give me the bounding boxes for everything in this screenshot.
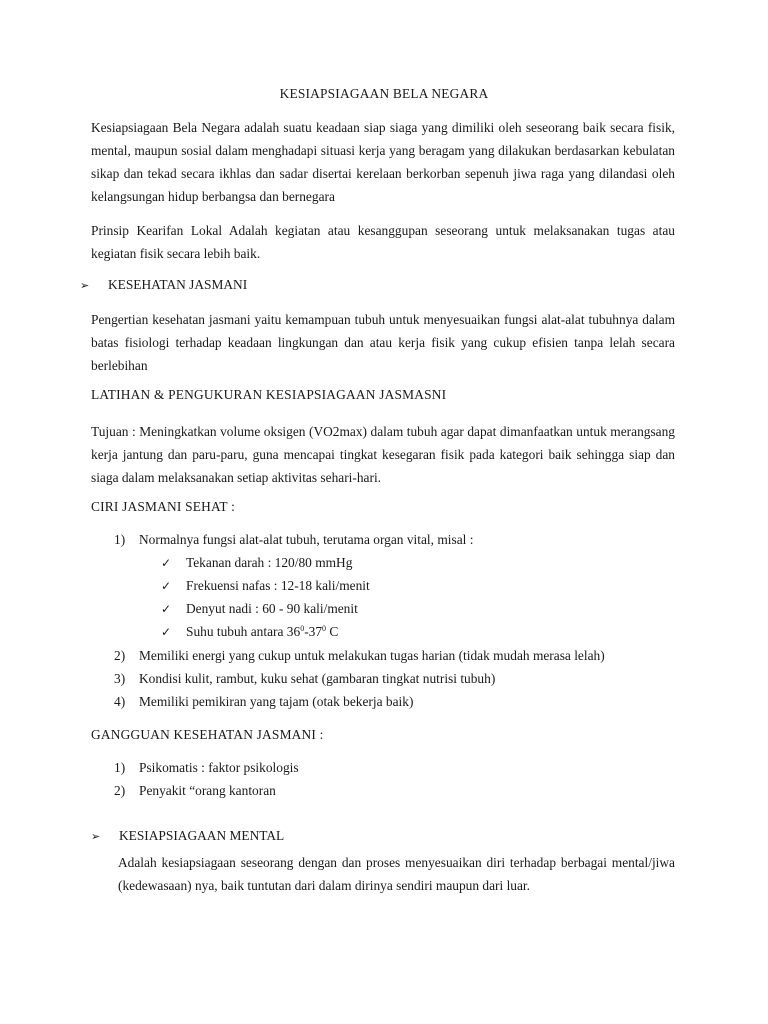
list-item: [114, 783, 276, 799]
healthy-traits-heading: CIRI JASMANI SEHAT :: [91, 499, 235, 514]
list-item-text: Psikomatis : faktor psikologis: [139, 760, 299, 775]
checklist-item: [161, 601, 358, 617]
list-item-text: Kondisi kulit, rambut, kuku sehat (gambaran tingkat nutrisi tubuh): [139, 671, 496, 686]
arrow-bullet-icon: ➢: [80, 280, 90, 292]
list-number: 1): [114, 532, 126, 547]
list-item: [114, 760, 299, 776]
checkmark-icon: ✓: [161, 579, 172, 593]
degree-superscript: 0: [322, 624, 327, 633]
intro-paragraph: Kesiapsiagaan Bela Negara adalah suatu keadaan siap siaga yang dimiliki oleh seseorang baik secara fisik, mental, maupun sosial dalam menghadapi situasi kerja yang beragam yang dilakukan berdasarkan kebulatan sikap dan tekad secara ikhlas dan sadar disertai kerelaan berkorban sepenuh jiwa raga yang dilandasi oleh kelangsungan hidup berbangsa dan bernegara: [91, 120, 675, 204]
training-heading: LATIHAN & PENGUKURAN KESIAPSIAGAAN JASMASNI: [91, 387, 447, 402]
list-item: [114, 532, 473, 548]
principle-paragraph: Prinsip Kearifan Lokal Adalah kegiatan atau kesanggupan seseorang untuk melaksanakan tugas atau kegiatan fisik secara lebih baik.: [91, 223, 675, 261]
list-number: 2): [114, 783, 126, 798]
checkmark-icon: ✓: [161, 625, 172, 639]
list-item-text: Memiliki energi yang cukup untuk melakukan tugas harian (tidak mudah merasa lelah): [139, 648, 605, 663]
checklist-item: [161, 578, 370, 594]
checklist-text: Denyut nadi : 60 - 90 kali/menit: [186, 601, 358, 616]
list-item-text: Penyakit “orang kantoran: [139, 783, 276, 798]
checklist-item: [161, 555, 352, 571]
list-item-text: Memiliki pemikiran yang tajam (otak bekerja baik): [139, 694, 414, 709]
section-heading-text: KESEHATAN JASMANI: [108, 277, 248, 292]
list-number: 2): [114, 648, 126, 663]
document-title: KESIAPSIAGAAN BELA NEGARA: [279, 86, 489, 101]
training-goal-paragraph: Tujuan : Meningkatkan volume oksigen (VO2max) dalam tubuh agar dapat dimanfaatkan untuk merangsang kerja jantung dan paru-paru, guna mencapai tingkat kesegaran fisik pada kategori baik sehingga siap dan siaga dalam melaksanakan setiap aktivitas sehari-hari.: [91, 424, 675, 485]
list-number: 1): [114, 760, 126, 775]
checkmark-icon: ✓: [161, 556, 172, 570]
arrow-bullet-icon: ➢: [91, 831, 101, 843]
kesehatan-jasmani-definition: Pengertian kesehatan jasmani yaitu kemampuan tubuh untuk menyesuaikan fungsi alat-alat tubuhnya dalam batas fisiologi terhadap keadaan lingkungan dan atau kerja fisik yang cukup efisien tanpa lelah secara berlebihan: [91, 312, 675, 373]
checklist-item: [161, 624, 338, 640]
checklist-text: Tekanan darah : 120/80 mmHg: [186, 555, 353, 570]
list-number: 3): [114, 671, 126, 686]
list-item: [114, 694, 413, 710]
list-item: [114, 671, 495, 687]
degree-superscript: 0: [300, 624, 305, 633]
disorders-heading: GANGGUAN KESEHATAN JASMANI :: [91, 727, 324, 742]
list-item-text: Normalnya fungsi alat-alat tubuh, terutama organ vital, misal :: [139, 532, 474, 547]
list-item: [114, 648, 605, 664]
checkmark-icon: ✓: [161, 602, 172, 616]
checklist-text: Suhu tubuh antara $36^0-37^0$ C: [186, 624, 339, 639]
section-kesehatan-jasmani-heading: [80, 277, 247, 293]
kesiapsiagaan-mental-definition: Adalah kesiapsiagaan seseorang dengan dan proses menyesuaikan diri terhadap berbagai mental/jiwa (kedewasaan) nya, baik tuntutan dari dalam dirinya sendiri maupun dari luar.: [118, 855, 675, 893]
section-heading-text: KESIAPSIAGAAN MENTAL: [119, 828, 285, 843]
checklist-text: Frekuensi nafas : 12-18 kali/menit: [186, 578, 370, 593]
list-number: 4): [114, 694, 126, 709]
section-kesiapsiagaan-mental-heading: [91, 828, 284, 844]
